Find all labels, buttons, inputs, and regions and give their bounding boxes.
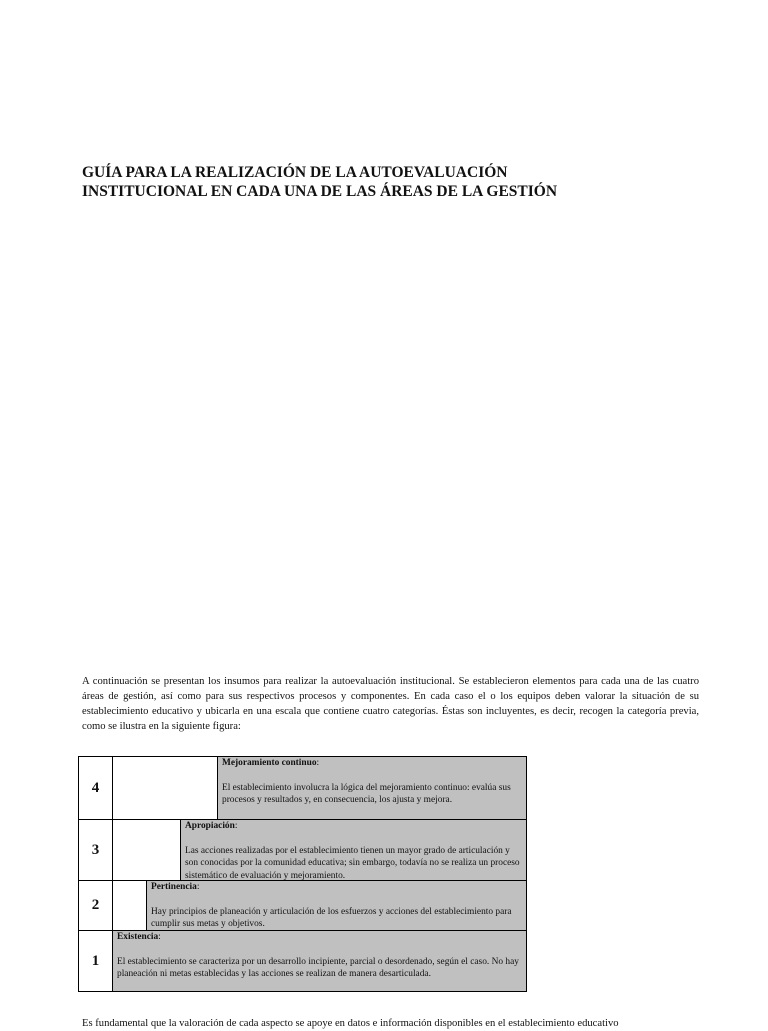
level-number: 4 (79, 757, 113, 819)
level-indent (112, 757, 218, 819)
level-description-cell (147, 881, 526, 930)
level-description: Las acciones realizadas por el establecimiento tienen un mayor grado de articulación y son conocidas por la comunidad educativa; sin embargo, todavía no se realiza un proceso sistemático de evaluación y mejoramiento. (185, 845, 520, 881)
level-description-cell (218, 757, 526, 819)
levels-figure (78, 756, 527, 992)
level-name: Apropiación: (185, 821, 238, 831)
level-description: El establecimiento se caracteriza por un desarrollo incipiente, parcial o desordenado, según el caso. No hay planeación ni metas establecidas y las acciones se realizan de manera desarticulada. (117, 956, 519, 979)
document-title (82, 163, 702, 201)
level-description: El establecimiento involucra la lógica del mejoramiento continuo: evalúa sus procesos y resultados y, en consecuencia, los ajusta y mejora. (222, 782, 511, 805)
continuation-paragraph: Es fundamental que la valoración de cada aspecto se apoye en datos e información disponibles en el establecimiento educativo (82, 1018, 619, 1029)
level-row-1 (78, 930, 527, 992)
level-indent (112, 881, 147, 930)
level-name: Mejoramiento continuo: (222, 758, 320, 768)
title-line-1: GUÍA PARA LA REALIZACIÓN DE LA AUTOEVALUACIÓN (82, 164, 508, 181)
level-name: Pertinencia: (151, 882, 200, 892)
level-name: Existencia: (117, 932, 161, 942)
level-description: Hay principios de planeación y articulación de los esfuerzos y acciones del establecimiento para cumplir sus metas y objetivos. (151, 906, 512, 929)
title-line-2: INSTITUCIONAL EN CADA UNA DE LAS ÁREAS DE LA GESTIÓN (82, 183, 558, 200)
level-row-2 (78, 880, 527, 930)
level-number: 1 (79, 931, 113, 991)
level-number: 3 (79, 820, 113, 880)
level-description-cell (113, 931, 526, 991)
level-row-4 (78, 756, 527, 819)
level-number: 2 (79, 881, 113, 930)
level-description-cell (181, 820, 526, 880)
level-row-3 (78, 819, 527, 880)
level-indent (112, 820, 181, 880)
intro-paragraph: A continuación se presentan los insumos para realizar la autoevaluación institucional. Se establecieron elementos para cada una de las cuatro áreas de gestión, así como para sus respectivos procesos y componentes. En cada caso el o los equipos deben valorar la situación de su establecimiento educativo y ubicarla en una escala que contiene cuatro categorías. Éstas son incluyentes, es decir, recogen la categoría previa, como se ilustra en la siguiente figura: (82, 676, 699, 732)
